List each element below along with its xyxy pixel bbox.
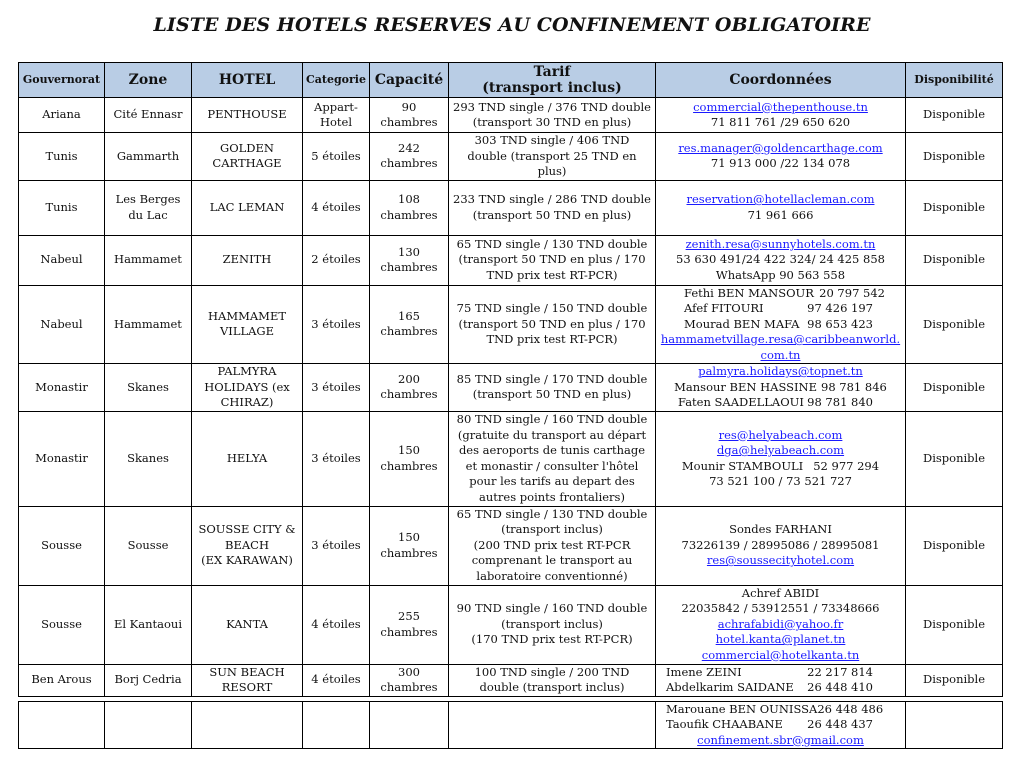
cell-tarif [449,364,656,412]
header-disponibilite: Disponibilité [906,63,1003,98]
cell-disponibilite: Disponible [906,664,1003,696]
cell-gouvernorat: Monastir [19,364,105,412]
header-capacite: Capacité [370,63,449,98]
table-row [19,180,1003,235]
table-row [19,98,1003,133]
contact-name: Marouane BEN OUNISSA [666,701,818,716]
cell-disponibilite: Disponible [906,98,1003,133]
cell-empty [105,701,192,749]
cell-disponibilite: Disponible [906,133,1003,181]
tarif-line: 65 TND single / 130 TND double [456,506,648,521]
header-zone: Zone [105,63,192,98]
cell-gouvernorat: Sousse [19,506,105,585]
cell-categorie: 3 étoiles [303,506,370,585]
email-link[interactable]: res@helyabeach.com [718,427,843,442]
phone-text: 71 811 761 /29 650 620 [710,115,851,129]
capacite-number: 130 [398,244,420,259]
hotels-table [18,62,1003,749]
email-link[interactable]: res.manager@goldencarthage.com [678,140,883,155]
table-row [19,664,1003,696]
capacite-unit: chambres [380,324,438,339]
contact-line [658,680,903,696]
contact-name: Faten SAADELLAOUI [678,395,804,409]
contact-line [658,301,903,317]
capacite-unit: chambres [380,458,438,473]
contact-line [658,717,903,733]
contact-line [658,317,903,333]
contact-line [658,702,903,718]
cell-zone [105,180,192,235]
cell-capacite [370,411,449,506]
header-tarif [449,63,656,98]
zone-line: du Lac [128,207,168,222]
cell-coordonnees [656,98,906,133]
cell-empty [192,701,303,749]
cell-tarif [449,664,656,696]
phone-text: 22035842 / 53912551 / 73348666 [681,601,880,616]
tarif-line: (transport inclus) [501,616,603,631]
cell-disponibilite: Disponible [906,585,1003,664]
cell-capacite [370,98,449,133]
cell-zone: Skanes [105,411,192,506]
cell-hotel [192,506,303,585]
capacite-number: 150 [398,443,420,457]
page-title: LISTE DES HOTELS RESERVES AU CONFINEMENT OBLIGATOIRE [153,14,871,36]
tarif-line: (transport inclus) [501,522,603,537]
cell-categorie: 4 étoiles [303,664,370,696]
cell-gouvernorat: Monastir [19,411,105,506]
hotel-line: SOUSSE CITY & [198,522,296,537]
cell-coordonnees [656,285,906,364]
cell-hotel: ZENITH [192,235,303,285]
capacite-unit: chambres [380,680,438,694]
table-row [19,285,1003,364]
cell-tarif [449,98,656,133]
header-gouvernorat: Gouvernorat [19,63,105,98]
cell-coordonnees [656,506,906,585]
tarif-line: pour les tarifs au depart des [469,474,635,488]
cell-empty [19,701,105,749]
cell-coordonnees [656,180,906,235]
capacite-number: 255 [398,609,420,623]
cell-zone: Skanes [105,364,192,412]
cell-tarif [449,235,656,285]
contact-name: Fethi BEN MANSOUR [684,285,814,300]
cell-zone: Hammamet [105,235,192,285]
cell-capacite [370,235,449,285]
contact-phone: 22 217 814 [807,664,873,679]
contact-name: Imene ZEINI [666,664,742,679]
hotel-line: BEACH [225,537,269,552]
email-link[interactable]: achrafabidi@yahoo.fr [717,616,844,631]
cell-zone: Gammarth [105,133,192,181]
contact-name: Sondes FARHANI [729,522,832,537]
capacite-number: 108 [398,192,420,206]
email-link[interactable]: reservation@hotellacleman.com [686,192,875,206]
email-link[interactable]: dga@helyabeach.com [716,443,845,457]
contact-name: Afef FITOURI [684,301,764,315]
table-row [19,235,1003,285]
contact-line [658,459,903,475]
email-link-continued[interactable]: com.tn [760,347,801,362]
cell-empty [906,701,1003,749]
header-tarif-line1: Tarif [533,64,571,80]
cell-hotel [192,133,303,181]
tarif-line: 90 TND single / 160 TND double [456,601,648,616]
cell-coordonnees [656,411,906,506]
tarif-line: comprenant le transport au [471,553,633,568]
cell-disponibilite: Disponible [906,285,1003,364]
cell-tarif [449,506,656,585]
zone-line: Les Berges [115,192,181,206]
cell-disponibilite: Disponible [906,506,1003,585]
hotel-line: SUN BEACH [209,664,285,679]
email-link[interactable]: zenith.resa@sunnyhotels.com.tn [685,236,876,251]
tarif-line: 75 TND single / 150 TND double [456,301,648,315]
cell-disponibilite: Disponible [906,180,1003,235]
tarif-line: 293 TND single / 376 TND double [453,99,651,114]
cell-disponibilite: Disponible [906,364,1003,412]
capacite-number: 242 [398,140,420,155]
capacite-unit: chambres [380,207,438,222]
table-row [19,133,1003,181]
contact-name: Mounir STAMBOULI [681,458,804,473]
cell-gouvernorat: Nabeul [19,235,105,285]
capacite-number: 165 [398,308,420,323]
tarif-line: laboratoire conventionné) [476,568,628,583]
tarif-line: (transport 50 TND en plus / 170 [458,252,646,267]
header-hotel: HOTEL [192,63,303,98]
contact-phone: 20 797 542 [819,285,885,300]
cell-capacite [370,180,449,235]
capacite-number: 150 [398,530,420,544]
email-link[interactable]: palmyra.holidays@topnet.tn [698,364,863,378]
cell-gouvernorat: Sousse [19,585,105,664]
tarif-line: (transport 50 TND en plus / 170 [458,316,646,331]
cell-zone: Hammamet [105,285,192,364]
cell-empty [370,701,449,749]
contact-line [658,380,903,396]
contact-phone: 98 781 846 [821,379,887,394]
capacite-unit: chambres [380,156,438,171]
cell-hotel: PENTHOUSE [192,98,303,133]
table-header-row [19,63,1003,98]
tarif-line: (transport 30 TND en plus) [472,115,632,129]
cell-categorie: 2 étoiles [303,235,370,285]
categorie-line: Appart- [314,99,358,114]
cell-capacite [370,664,449,696]
tarif-line: des aeroports de tunis carthage [458,443,646,457]
contact-name: Abdelkarim SAIDANE [666,680,794,694]
cell-coordonnees [656,235,906,285]
hotel-line: GOLDEN [220,140,274,155]
cell-zone: Sousse [105,506,192,585]
contact-name: Achref ABIDI [741,585,820,600]
tarif-line: plus) [537,164,567,178]
hotel-line: RESORT [221,680,273,694]
cell-hotel [192,664,303,696]
capacite-number: 90 [401,99,417,114]
cell-capacite [370,285,449,364]
email-link[interactable]: commercial@thepenthouse.tn [693,99,868,114]
tarif-line: 65 TND single / 130 TND double [456,236,648,251]
cell-gouvernorat: Tunis [19,180,105,235]
contact-phone: 26 448 410 [807,680,873,694]
capacite-unit: chambres [380,260,438,274]
table-row-continuation [19,701,1003,749]
cell-zone: Cité Ennasr [105,98,192,133]
cell-hotel: KANTA [192,585,303,664]
capacite-number: 200 [398,371,420,386]
cell-coordonnees [656,701,906,749]
cell-coordonnees [656,133,906,181]
tarif-line: TND prix test RT-PCR) [486,267,618,282]
cell-capacite [370,585,449,664]
contact-line [658,286,903,302]
header-tarif-line2: (transport inclus) [482,80,622,96]
hotel-line: (EX KARAWAN) [201,553,293,568]
capacite-unit: chambres [380,624,438,639]
tarif-line: autres points frontaliers) [479,489,625,504]
cell-categorie: 3 étoiles [303,411,370,506]
cell-hotel: LAC LEMAN [192,180,303,235]
cell-zone: Borj Cedria [105,664,192,696]
tarif-line: TND prix test RT-PCR) [486,332,618,346]
contact-phone: 26 448 437 [807,717,873,731]
tarif-line: (200 TND prix test RT-PCR [473,537,631,552]
contact-name: Taoufik CHAABANE [666,717,783,731]
cell-categorie [303,98,370,133]
header-coordonnees: Coordonnées [656,63,906,98]
cell-gouvernorat: Tunis [19,133,105,181]
phone-text: 71 913 000 /22 134 078 [710,156,851,171]
email-link[interactable]: hammametvillage.resa@caribbeanworld. [660,332,901,346]
tarif-line: 80 TND single / 160 TND double [456,412,648,426]
tarif-line: (transport 50 TND en plus) [472,387,632,402]
hotel-line: CHIRAZ) [220,395,274,409]
contact-phone: 98 781 840 [807,395,873,409]
email-link[interactable]: hotel.kanta@planet.tn [715,632,846,647]
contact-phone: 26 448 486 [817,701,884,716]
cell-capacite [370,364,449,412]
email-link[interactable]: confinement.sbr@gmail.com [697,732,864,747]
contact-name: Mansour BEN HASSINE [674,379,817,394]
table-row [19,506,1003,585]
cell-capacite [370,506,449,585]
cell-tarif [449,411,656,506]
cell-categorie: 4 étoiles [303,180,370,235]
cell-tarif [449,180,656,235]
hotel-line: CARTHAGE [212,156,282,171]
capacite-number: 300 [398,664,420,679]
capacite-unit: chambres [380,387,438,402]
hotel-line: HOLIDAYS (ex [204,379,290,394]
cell-categorie: 4 étoiles [303,585,370,664]
phone-text: 73 521 100 / 73 521 727 [709,474,852,488]
email-link[interactable]: commercial@hotelkanta.tn [701,647,860,662]
contact-phone: 98 653 423 [807,316,873,331]
contact-line [658,395,903,411]
cell-categorie: 3 étoiles [303,364,370,412]
contact-name: Mourad BEN MAFA [684,316,800,331]
cell-hotel [192,364,303,412]
tarif-line: et monastir / consulter l'hôtel [465,458,639,473]
cell-gouvernorat: Nabeul [19,285,105,364]
table-row [19,411,1003,506]
cell-tarif [449,133,656,181]
tarif-line: double (transport inclus) [479,680,625,694]
contact-line [658,665,903,681]
cell-coordonnees [656,585,906,664]
hotel-line: PALMYRA [217,364,277,378]
tarif-line: (transport 50 TND en plus) [472,207,632,222]
table-row [19,364,1003,412]
contact-phone: 52 977 294 [813,458,880,473]
header-categorie: Categorie [303,63,370,98]
tarif-line: (gratuite du transport au départ [457,427,647,442]
cell-disponibilite: Disponible [906,235,1003,285]
cell-hotel: HELYA [192,411,303,506]
capacite-unit: chambres [380,115,438,129]
phone-text: 73226139 / 28995086 / 28995081 [681,537,880,552]
tarif-line: 233 TND single / 286 TND double [453,192,651,206]
cell-coordonnees [656,364,906,412]
phone-text: 53 630 491/24 422 324/ 24 425 858 [676,252,885,267]
cell-empty [449,701,656,749]
cell-zone: El Kantaoui [105,585,192,664]
table-row [19,585,1003,664]
cell-coordonnees [656,664,906,696]
cell-tarif [449,585,656,664]
hotel-line: HAMMAMET [207,308,287,323]
hotel-line: VILLAGE [219,324,274,339]
cell-disponibilite: Disponible [906,411,1003,506]
cell-gouvernorat: Ariana [19,98,105,133]
cell-gouvernorat: Ben Arous [19,664,105,696]
tarif-line: 100 TND single / 200 TND [474,664,630,679]
whatsapp-text: WhatsApp 90 563 558 [715,267,846,282]
categorie-line: Hotel [319,115,353,129]
cell-capacite [370,133,449,181]
capacite-unit: chambres [380,545,438,560]
tarif-line: 85 TND single / 170 TND double [456,371,648,386]
contact-phone: 97 426 197 [807,301,873,315]
cell-tarif [449,285,656,364]
tarif-line: double (transport 25 TND en [467,148,637,163]
tarif-line: 303 TND single / 406 TND [474,133,630,147]
tarif-line: (170 TND prix test RT-PCR) [471,632,633,647]
cell-hotel [192,285,303,364]
phone-text: 71 961 666 [747,207,814,222]
email-link[interactable]: res@soussecityhotel.com [706,553,855,568]
cell-empty [303,701,370,749]
cell-categorie: 3 étoiles [303,285,370,364]
cell-categorie: 5 étoiles [303,133,370,181]
